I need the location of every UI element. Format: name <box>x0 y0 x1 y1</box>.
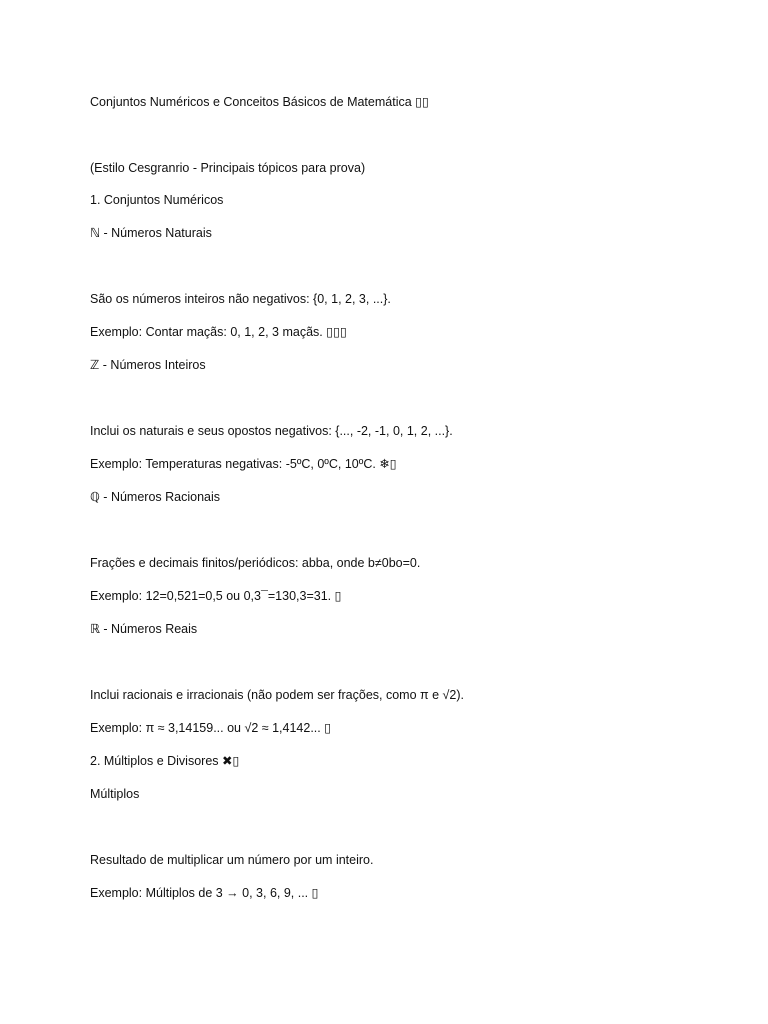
example-line: Exemplo: 12=0,521=0,5 ou 0,3¯=130,3=31. ▯ <box>90 589 342 603</box>
paragraph: São os números inteiros não negativos: {0, 1, 2, 3, ...}. <box>90 292 391 306</box>
subsection-heading: ℝ - Números Reais <box>90 622 198 636</box>
example-line: Exemplo: π ≈ 3,14159... ou √2 ≈ 1,4142... ▯ <box>90 721 332 735</box>
paragraph: Frações e decimais finitos/periódicos: abba, onde b≠0bo=0. <box>90 556 421 570</box>
paragraph: Inclui racionais e irracionais (não podem ser frações, como π e √2). <box>90 688 464 702</box>
document-title: Conjuntos Numéricos e Conceitos Básicos de Matemática ▯▯ <box>90 95 429 109</box>
subsection-heading: ℤ - Números Inteiros <box>90 358 206 372</box>
paragraph: Inclui os naturais e seus opostos negativos: {..., -2, -1, 0, 1, 2, ...}. <box>90 424 453 438</box>
paragraph: Resultado de multiplicar um número por um inteiro. <box>90 853 374 867</box>
subsection-heading: ℕ - Números Naturais <box>90 226 212 240</box>
document-subtitle: (Estilo Cesgranrio - Principais tópicos para prova) <box>90 161 366 175</box>
subsection-heading: ℚ - Números Racionais <box>90 490 221 504</box>
subsection-heading: Múltiplos <box>90 787 140 801</box>
example-line: Exemplo: Contar maçãs: 0, 1, 2, 3 maçãs. ▯▯▯ <box>90 325 347 339</box>
example-line: Exemplo: Temperaturas negativas: -5ºC, 0ºC, 10ºC. ❄▯ <box>90 457 397 471</box>
section-heading: 1. Conjuntos Numéricos <box>90 193 224 207</box>
example-line: Exemplo: Múltiplos de 3 → 0, 3, 6, 9, ... ▯ <box>90 886 319 900</box>
section-heading: 2. Múltiplos e Divisores ✖▯ <box>90 754 240 768</box>
